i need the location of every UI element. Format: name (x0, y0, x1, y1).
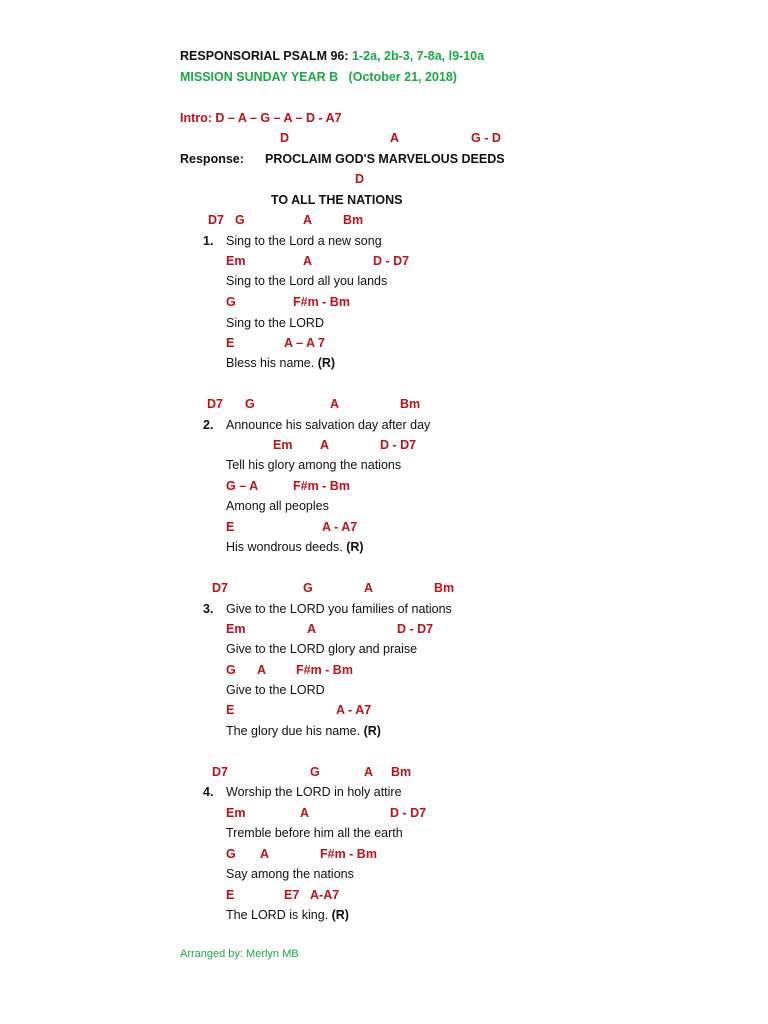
chord: Em (226, 806, 246, 820)
chord: D - D7 (397, 622, 434, 636)
chord: E7 (284, 888, 300, 902)
lyric-line: Give to the LORD (226, 683, 325, 697)
lyric-line: Tremble before him all the earth (226, 826, 403, 840)
chord: A (364, 581, 374, 595)
response-marker: (R) (331, 908, 349, 922)
response-marker: (R) (317, 356, 336, 370)
lyric-line: Say among the nations (226, 867, 354, 881)
lyric-text: The LORD is king. (226, 908, 329, 922)
response-line: PROCLAIM GOD'S MARVELOUS DEEDS (265, 152, 505, 166)
chord: D7 (212, 765, 228, 779)
lyric-line: Sing to the Lord all you lands (226, 274, 388, 288)
chord: D - D7 (390, 806, 427, 820)
chord: A (260, 847, 270, 861)
lyric-line (226, 907, 349, 923)
chord: D (280, 131, 290, 145)
response-label: Response: (180, 152, 244, 166)
chord: A (303, 254, 313, 268)
response-line: TO ALL THE NATIONS (271, 193, 403, 207)
lyric-line: Sing to the LORD (226, 316, 324, 330)
chord: G (245, 397, 255, 411)
page-title (180, 48, 484, 64)
chord: D - D7 (380, 438, 417, 452)
lyric-line: Worship the LORD in holy attire (226, 785, 402, 799)
chord: Bm (434, 581, 455, 595)
chord: G - D (471, 131, 501, 145)
verse-number: 2. (203, 418, 214, 432)
chord: D7 (212, 581, 228, 595)
chord: G (303, 581, 313, 595)
chord: A (390, 131, 400, 145)
chord: D7 (207, 397, 223, 411)
chord: E (226, 703, 235, 717)
arranger-credit: Arranged by: Merlyn MB (180, 948, 299, 960)
verse-number: 3. (203, 602, 214, 616)
chord: G – A (226, 479, 259, 493)
chord: G (226, 847, 236, 861)
lyric-line: Tell his glory among the nations (226, 458, 402, 472)
lyric-line (226, 355, 335, 371)
chord: F#m - Bm (293, 479, 350, 493)
verse-number: 4. (203, 785, 214, 799)
chord: A – A 7 (284, 336, 325, 350)
response-marker: (R) (363, 724, 381, 738)
chord: D7 (208, 213, 224, 227)
psalm-title: RESPONSORIAL PSALM 96: (180, 49, 349, 63)
psalm-verses: 1-2a, 2b-3, 7-8a, l9-10a (352, 49, 485, 63)
verse-number: 1. (203, 234, 214, 248)
chord: A - A7 (336, 703, 372, 717)
chord: G (226, 663, 236, 677)
chord: D (355, 172, 365, 186)
lyric-text: The glory due his name. (226, 724, 361, 738)
response-marker: (R) (346, 540, 364, 554)
lyric-text: Bless his name. (226, 356, 315, 370)
chord: Bm (343, 213, 364, 227)
chord: E (226, 336, 235, 350)
chord: A (364, 765, 374, 779)
lyric-line: Announce his salvation day after day (226, 418, 431, 432)
chord: A (257, 663, 267, 677)
chord: A - A7 (322, 520, 358, 534)
lyric-text: His wondrous deeds. (226, 540, 343, 554)
chord: G (235, 213, 245, 227)
chord: E (226, 520, 235, 534)
chord: Bm (400, 397, 421, 411)
chord: E (226, 888, 235, 902)
chord: D - D7 (373, 254, 410, 268)
chord: A-A7 (310, 888, 340, 902)
lyric-line (226, 723, 381, 739)
chord: F#m - Bm (293, 295, 350, 309)
chord: A (320, 438, 330, 452)
chord: A (330, 397, 340, 411)
chord: F#m - Bm (296, 663, 353, 677)
chord: Em (226, 254, 246, 268)
chord: Em (226, 622, 246, 636)
lyric-line: Give to the LORD you families of nations (226, 602, 452, 616)
lyric-line: Sing to the Lord a new song (226, 234, 382, 248)
lyric-line: Among all peoples (226, 499, 329, 513)
chord: Bm (391, 765, 412, 779)
lyric-line (226, 539, 364, 555)
chord: G (310, 765, 320, 779)
lyric-line: Give to the LORD glory and praise (226, 642, 418, 656)
chord: A (303, 213, 313, 227)
chord: F#m - Bm (320, 847, 377, 861)
chord: G (226, 295, 236, 309)
page-subtitle: MISSION SUNDAY YEAR B (October 21, 2018) (180, 70, 457, 84)
chord: Em (273, 438, 293, 452)
intro-chords: Intro: D – A – G – A – D - A7 (180, 111, 342, 125)
chord: A (307, 622, 317, 636)
chord: A (300, 806, 310, 820)
